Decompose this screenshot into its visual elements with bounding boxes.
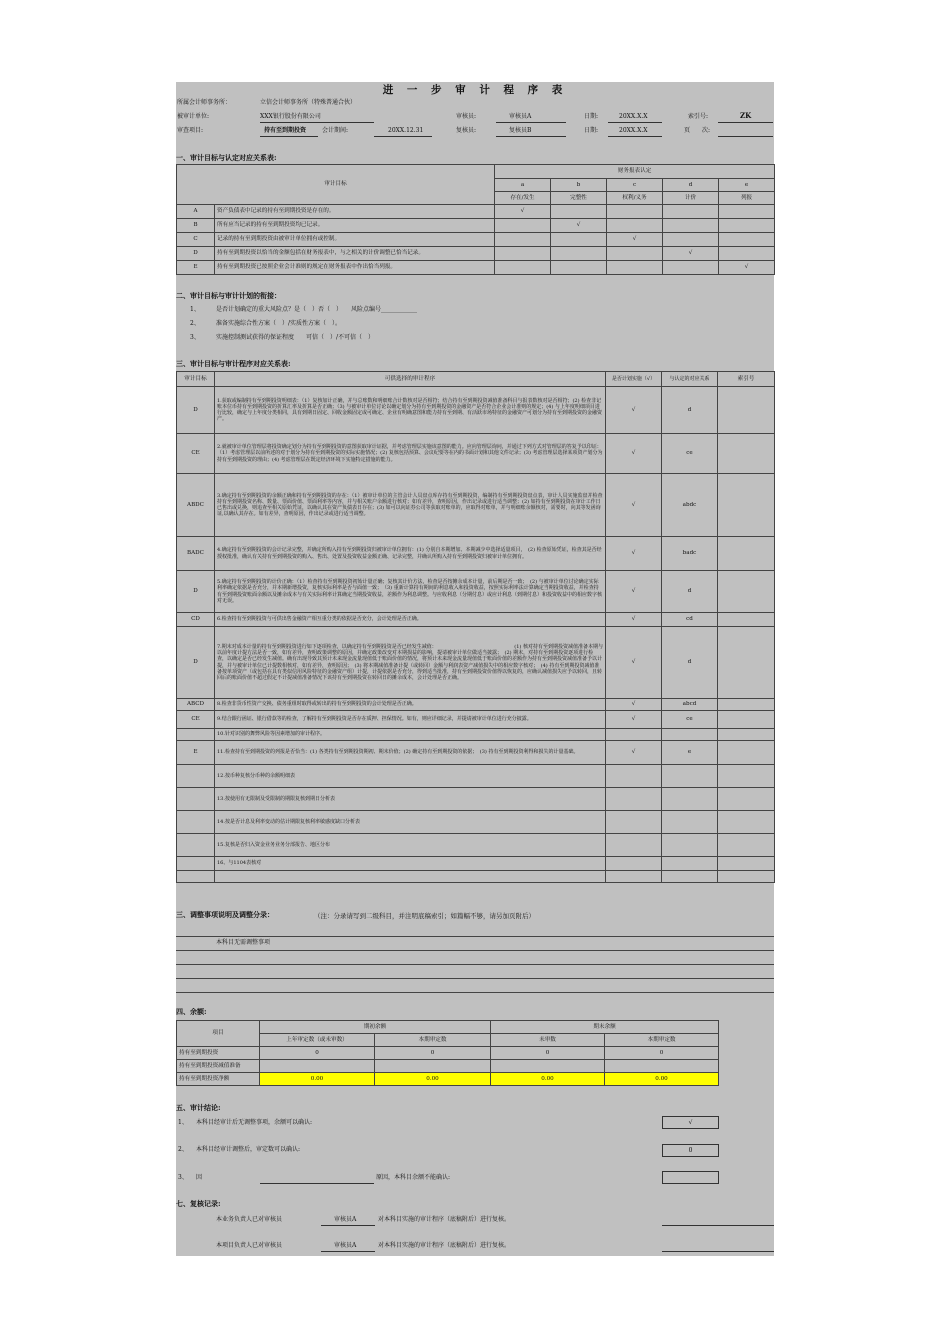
proc-assertion: e	[662, 741, 718, 765]
sub-head: 未审数	[491, 1034, 605, 1047]
proc-planned: √	[606, 474, 662, 537]
client-value: XXX银行股份有限公司	[260, 113, 321, 120]
review-text: 本项目负责人已对审核员	[216, 1242, 283, 1249]
proc-text: 6.检查持有至到期投资与可供出售金融资产相互重分类的依据是否充分，会计处理是否正确。	[215, 613, 606, 627]
proc-assertion: d	[662, 627, 718, 699]
target-code: A	[177, 205, 215, 219]
period-label: 会计期间:	[322, 127, 349, 134]
proc-index[interactable]	[718, 434, 775, 474]
proc-planned	[606, 834, 662, 857]
head-assertion: 财务报表认定	[495, 165, 775, 179]
proc-index[interactable]	[718, 729, 775, 741]
proc-assertion	[662, 729, 718, 741]
conclusion-text: 本科目经审计后无调整事项，余额可以确认:	[196, 1119, 313, 1126]
target-code: E	[177, 261, 215, 275]
proc-target: D	[177, 627, 215, 699]
proc-text: 5.确定持有至到期投资的计价正确：（1）检查持有至到期投资初始计量正确；复核其计价方法，检查是否按摊余成本计量，前后期是否一致； (2) 与被审计单位讨论确定实际利率确定依据是否充分，并本期新增投资，复核实际利率是否与面值一致； （3) 重新计算持有期间的利息收入和投资收益，按照实际利率法计算确定当期投资收益，并检查持有至到期投资账面余额以及摊余成本与有关实际利率计算确定当期投资收益，差额作为利息调整。与应收利息（分期付息）或应计利息（到期付息）和投资收益中的相应数字核对无误。	[215, 571, 606, 613]
proc-text: 12.按币种复核分币种的余额明细表	[215, 765, 606, 788]
proc-planned: √	[606, 699, 662, 711]
conclusion-box-2[interactable]: 0	[662, 1144, 719, 1157]
conclusion-number: 2、	[178, 1146, 188, 1153]
assert-name: 列报	[719, 192, 775, 205]
head-target: 审计目标	[177, 165, 495, 205]
check-mark: √	[719, 261, 775, 275]
review-name: 审核员A	[334, 1242, 357, 1249]
section7-title: 七、复核记录:	[176, 1199, 221, 1208]
proc-target	[177, 811, 215, 834]
target-text: 所有应当记录的持有至到期投资均已记录。	[215, 219, 495, 233]
audit-program-sheet	[176, 82, 774, 1256]
check-mark: √	[607, 233, 663, 247]
index-label: 索引号:	[688, 113, 709, 120]
section4-title: 四、余额:	[176, 1007, 207, 1016]
plan-item-number: 3、	[190, 334, 200, 341]
proc-text: 8.检查非货币性资产交换、债务重组时取得或转出的持有至到期投资的会计处理是否正确。	[215, 699, 606, 711]
proc-text: 16、与1104表核对	[215, 857, 606, 871]
proc-index[interactable]	[718, 765, 775, 788]
assert-letter: b	[551, 179, 607, 192]
proc-planned: √	[606, 741, 662, 765]
date-label-1: 日期:	[584, 113, 599, 120]
proc-assertion: badc	[662, 537, 718, 571]
sub-head: 上年审定数（或未审数）	[260, 1034, 375, 1047]
page-label: 页 次:	[684, 127, 711, 134]
proc-text: 9.结合銀行函证、银行借款等的检查，了解持有至到期投资是否存在质押、担保情况。如有，则应详细记录，并提请被审计单位进行充分披露。	[215, 711, 606, 729]
balance-value: 0	[491, 1047, 605, 1060]
proc-text: 1.获取或编制持有至到期投资明细表：（1）复核加计正确，并与总账数和明细账合计数核对是否相符；结合持有至到期投资减值准备科目与报表数核对是否相符；(2) 检查非记账本位币持有至到期投资的折算汇率及折算是否正确；（3) 与被审计单位讨论以确定划分为持有至到期投资的金融资产是否符合企业会计准则的规定；(4) 与上年度明细项目进行比较，确定与上年度分类相同，具有到期日固定、回收金额固定或可确定、企业有明确意图和能力持有至到期、有活跃市场特征的金融资产可划分为持有至到期投资的金融资产。	[215, 387, 606, 434]
conclusion-text: 本科目经审计调整后，审定数可以确认:	[196, 1146, 301, 1153]
proc-text: 14.按是否计息及利率变动的估计期限复核利率敏感度缺口分析表	[215, 811, 606, 834]
proc-target: CD	[177, 613, 215, 627]
proc-text: 15.复核是否归入资金业务业务分部报告、地区分布	[215, 834, 606, 857]
proc-text: 13.按使用有无限制及受限制的期限复核到期日分析表	[215, 788, 606, 811]
proc-text: 10.针对识别的舞弊风险等因素增加的审计程序。	[215, 729, 606, 741]
sub-head: 本期审定数	[375, 1034, 491, 1047]
adjust-line: 本科目无需调整事项	[216, 939, 271, 946]
client-label: 被审计单位:	[177, 113, 210, 120]
proc-assertion: abdc	[662, 474, 718, 537]
proc-text: 7.期末对成本计量的持有至到期投资进行如下逐项检查，以确定持有至到期投资是否已经发生减值： (1) 核对持有至到期投资减值准备本期与以前年度计提方法是否一致，如有差异，查明政策调整的原因，并确定政策改变对本期损益的影响，提请被审计单位做适当披露； (2) 期末，对持有至到期投资逐项进行检查，以确定是否已经发生减值。确有出现导致其预计未来现金流量现值低于账面价值的情况，将预计未来现金流量现值低于账面价值的差额作为持有至到期投资减值准备予以计提，并与被审计单位已计提数相核对，如有差异，查明原因； (3) 将本期减值准备计提（或转回）金额与利润表资产减值损失中的相应数字核对； (4) 持有至到期投资减值准备按单项资产（或包括在具有类似信用风险特征的金融资产组）计提，计提依据是否充分，得到适当批准，持有至到期投资价值得以恢复的，应确认减值损失应予以转回，且转回后的账面价值不超过假定不计提减值准备情况下该持有至到期投资在转回日的摊余成本，会计处理是否正确。	[215, 627, 606, 699]
proc-assertion: abcd	[662, 699, 718, 711]
proc-text: 3.确定持有至到期投资的余额正确和持有至到期投资的存在：（1）被审计单位的主管会计人员盘点库存持有至到期投资，编制持有至到期投资盘点表，审计人员实施监盘并检查持有至到期投资名称、数量、票面价值、票面利率等内容，并与相关账户余额进行核对；如有差异，查明原因，作出记录或进行适当调整；(2) 如持有至到期投资在审计工作日已售出或兑换，则追查至相关原始凭证，以确认其在资产负债表日存在；(3) 如可以向证券公司等获取对账单的，应取得对账单，并与明细账余额核对，需要时，向其等发函询证,以确认其存在。如有差异，查明原因，作出记录或进行适当调整。	[215, 474, 606, 537]
section5-title: 五、审计结论:	[176, 1103, 221, 1112]
proc-index[interactable]	[718, 711, 775, 729]
item-value: 持有至到期投资	[264, 127, 307, 134]
proc-target	[177, 788, 215, 811]
target-code: C	[177, 233, 215, 247]
review-name: 审核员A	[334, 1216, 357, 1223]
proc-index[interactable]	[718, 699, 775, 711]
proc-target	[177, 729, 215, 741]
review-text: 本业务负责人已对审核员	[216, 1216, 283, 1223]
balance-value	[491, 1060, 605, 1073]
proc-assertion	[662, 811, 718, 834]
reviewer-value: 复核员B	[509, 127, 532, 134]
assert-letter: a	[495, 179, 551, 192]
proc-assertion: ce	[662, 711, 718, 729]
head-closing: 期末余额	[491, 1021, 719, 1034]
balance-item: 持有至到期投资减值准备	[177, 1060, 260, 1073]
target-code: B	[177, 219, 215, 233]
proc-index[interactable]	[718, 537, 775, 571]
proc-target: CE	[177, 434, 215, 474]
proc-index[interactable]	[718, 857, 775, 871]
proc-assertion: ce	[662, 434, 718, 474]
sub-head: 本期审定数	[605, 1034, 719, 1047]
proc-assertion: d	[662, 571, 718, 613]
proc-planned: √	[606, 434, 662, 474]
proc-assertion	[662, 765, 718, 788]
review-text: 对本科目实施的审计程序（底稿附后）进行复核。	[378, 1216, 511, 1223]
conclusion-number: 3、	[178, 1174, 188, 1181]
period-value: 20XX.12.31	[388, 127, 424, 134]
date-value-1: 20XX.X.X	[619, 113, 648, 120]
section1-title: 一、审计目标与认定对应关系表:	[176, 153, 277, 162]
plan-item-number: 2、	[190, 320, 200, 327]
proc-text: 2.就被审计单位管理层将投资确定划分为持有至到期投资的意图获取审计证据，并考虑管理层实施该意图的能力。应向管理层询问，并通过下列方式对管理层的答复予以印证： （1）考虑管理层以前所述的对于划分为持有至到期投资的实际实施情况；(2) 复核包括预算、会议纪要等在内的书面计划和其他文件记录；(3) 考虑管理层选择某项资产划分为持有至到期投资的理由；(4) 考虑管理层在既定经济环境下实施特定措施的能力。	[215, 434, 606, 474]
proc-index[interactable]	[718, 571, 775, 613]
proc-index[interactable]	[718, 474, 775, 537]
balance-value: 0.00	[605, 1073, 719, 1086]
index-value: ZK	[740, 111, 752, 120]
section2-title: 二、审计目标与审计计划的衔接：	[176, 291, 281, 300]
plan-item-number: 1、	[190, 306, 200, 313]
preparer-value: 审核员A	[509, 113, 532, 120]
target-text: 记录的持有至到期投资由被审计单位拥有或控制。	[215, 233, 495, 247]
proc-planned: √	[606, 627, 662, 699]
plan-item-text: 准备实施综合性方案（ ）/实质性方案（ ）。	[216, 320, 342, 327]
balance-value: 0.00	[260, 1073, 375, 1086]
proc-text: 11.检查持有至到期投资的列报是否恰当：(1) 各类持有至到期投资期初、期末价值；(2) 确定持有至到期投资的依据； (3) 持有至到期投资利得和损失的计量基础。	[215, 741, 606, 765]
date-value-2: 20XX.X.X	[619, 127, 648, 134]
conclusion-text: 原因，本科目余额不能确认:	[376, 1174, 451, 1181]
proc-index[interactable]	[718, 387, 775, 434]
balance-value: 0.00	[491, 1073, 605, 1086]
target-text: 资产负债表中记录的持有至到期投资是存在的。	[215, 205, 495, 219]
check-mark: √	[551, 219, 607, 233]
assert-letter: e	[719, 179, 775, 192]
balance-value: 0	[605, 1047, 719, 1060]
assert-letter: d	[663, 179, 719, 192]
proc-planned	[606, 729, 662, 741]
target-code: D	[177, 247, 215, 261]
proc-target: ABDC	[177, 474, 215, 537]
proc-target: E	[177, 741, 215, 765]
proc-index[interactable]	[718, 741, 775, 765]
check-mark: √	[663, 247, 719, 261]
balance-table	[176, 1020, 719, 1086]
preparer-label: 审核员:	[456, 113, 477, 120]
proc-planned	[606, 857, 662, 871]
item-label: 审查项目:	[177, 127, 204, 134]
head-opening: 期初余额	[260, 1021, 491, 1034]
section3-title: 三、审计目标与审计程序对应关系表:	[176, 359, 291, 368]
head-planned: 是否计划实施（√）	[606, 372, 662, 387]
reason-field[interactable]	[260, 1183, 374, 1184]
reviewer-label: 复核员:	[456, 127, 477, 134]
proc-target: D	[177, 387, 215, 434]
firm-value: 立信会计师事务所（特殊普通合伙）	[260, 99, 357, 106]
head-index: 索引号	[718, 372, 775, 387]
firm-label: 所属会计师事务所：	[177, 99, 232, 106]
proc-assertion: d	[662, 387, 718, 434]
adjust-note: （注：分录请写到二级科目，并注明底稿索引；如篇幅不够，请另加页附后）	[314, 912, 535, 920]
proc-planned: √	[606, 537, 662, 571]
proc-index[interactable]	[718, 627, 775, 699]
balance-item: 持有至到期投资净额	[177, 1073, 260, 1086]
review-text: 对本科目实施的审计程序（底稿附后）进行复核。	[378, 1242, 511, 1249]
proc-target	[177, 834, 215, 857]
assert-name: 完整性	[551, 192, 607, 205]
proc-planned: √	[606, 387, 662, 434]
target-text: 持有至到期投资已按照企业会计准则的规定在财务报表中作出恰当列报。	[215, 261, 495, 275]
plan-item-text: 实施控制测试获得的保证程度 可信（ ）/不可信（ ）	[216, 334, 375, 341]
balance-value: 0	[375, 1047, 491, 1060]
balance-value: 0	[260, 1047, 375, 1060]
proc-assertion	[662, 834, 718, 857]
proc-target: ABCD	[177, 699, 215, 711]
proc-target: BADC	[177, 537, 215, 571]
assertion-table	[176, 164, 775, 275]
proc-target: D	[177, 571, 215, 613]
assert-name: 权利/义务	[607, 192, 663, 205]
target-text: 持有至到期投资以恰当的金额包括在财务报表中，与之相关的计价调整已恰当记录。	[215, 247, 495, 261]
head-target: 审计目标	[177, 372, 215, 387]
proc-planned	[606, 765, 662, 788]
head-procedure: 可供选择的审计程序	[215, 372, 606, 387]
assert-letter: c	[607, 179, 663, 192]
balance-value: 0.00	[375, 1073, 491, 1086]
proc-planned: √	[606, 613, 662, 627]
proc-index[interactable]	[718, 834, 775, 857]
proc-planned	[606, 811, 662, 834]
proc-planned: √	[606, 711, 662, 729]
proc-target	[177, 765, 215, 788]
proc-planned: √	[606, 571, 662, 613]
proc-planned	[606, 788, 662, 811]
balance-value	[260, 1060, 375, 1073]
conclusion-box-3[interactable]	[662, 1171, 719, 1184]
conclusion-number: 1、	[178, 1119, 188, 1126]
head-item: 项目	[177, 1021, 260, 1047]
proc-assertion	[662, 788, 718, 811]
proc-assertion	[662, 857, 718, 871]
conclusion-box-1[interactable]: √	[662, 1116, 719, 1129]
assert-name: 计价	[663, 192, 719, 205]
balance-item: 持有至到期投资	[177, 1047, 260, 1060]
balance-value	[605, 1060, 719, 1073]
proc-target: CE	[177, 711, 215, 729]
check-mark: √	[495, 205, 551, 219]
head-assertion: 与认定的对应关系	[662, 372, 718, 387]
plan-item-text: 是否计划确定的重大风险点？是（ ）否（ ） 风险点编号____________	[216, 306, 418, 313]
conclusion-text: 因	[196, 1174, 203, 1181]
proc-index[interactable]	[718, 613, 775, 627]
proc-target	[177, 857, 215, 871]
assert-name: 存在/发生	[495, 192, 551, 205]
proc-text: 4.确定持有至到期投资的会计记录完整，并确定所购入持有至到期投资归被审计单位拥有：(1) 分别自本期增加、本期减少中选择适量项目， (2) 检查原始凭证，检查其是否经授权批准，确认有关持有至到期投资的购入、售出、处置及投资收益金额正确、记录完整，并确认所购入持有至到期投资归被审计单位拥有。	[215, 537, 606, 571]
proc-index[interactable]	[718, 811, 775, 834]
procedure-table	[176, 371, 775, 883]
page-title: 进 一 步 审 计 程 序 表	[382, 84, 568, 96]
proc-assertion: cd	[662, 613, 718, 627]
proc-index[interactable]	[718, 788, 775, 811]
balance-value	[375, 1060, 491, 1073]
date-label-2: 日期:	[584, 127, 599, 134]
adjust-title: 三、调整事项说明及调整分录：	[176, 910, 274, 919]
